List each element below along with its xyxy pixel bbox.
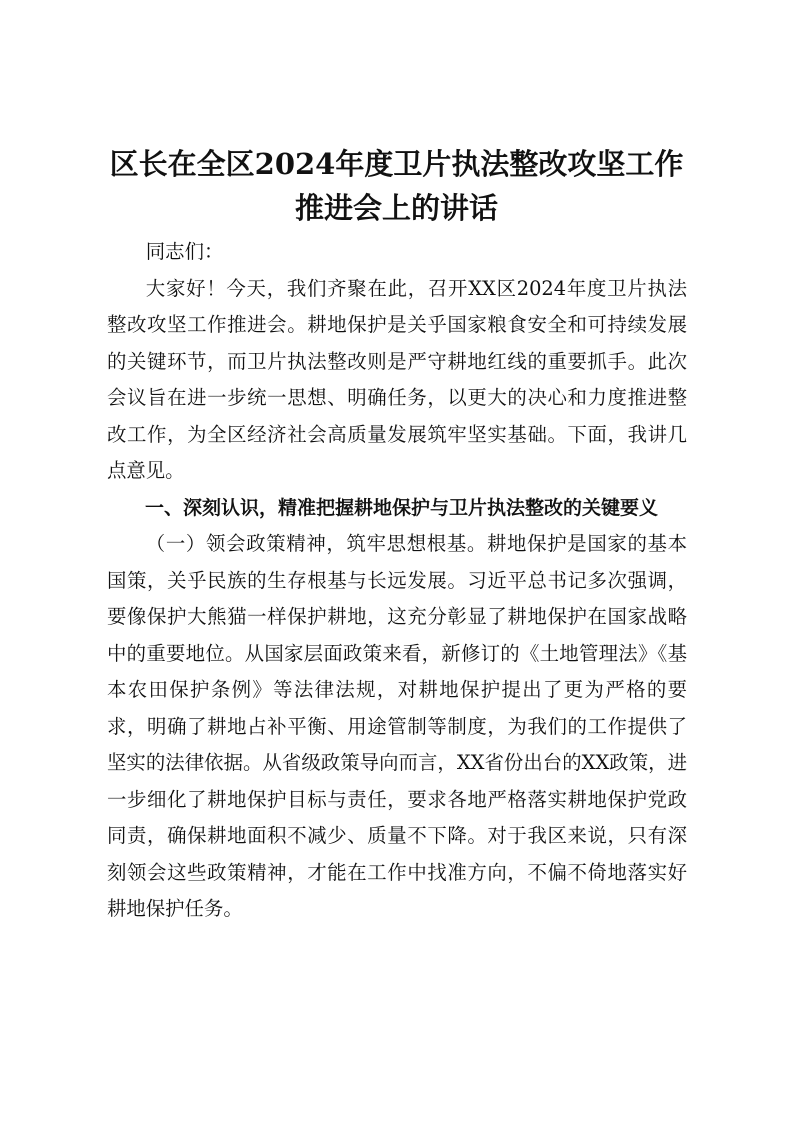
intro-paragraph: 大家好！今天，我们齐聚在此，召开XX区2024年度卫片执法整改攻坚工作推进会。耕地保护是关乎国家粮食安全和可持续发展的关键环节，而卫片执法整改则是严守耕地红线的重要抓手。此次会议旨在进一步统一思想、明确任务，以更大的决心和力度推进整改工作，为全区经济社会高质量发展筑牢坚实基础。下面，我讲几点意见。 bbox=[107, 276, 687, 482]
subsection-1-paragraph bbox=[107, 526, 687, 928]
document-body bbox=[107, 234, 687, 928]
subsection-1-body: 耕地保护是国家的基本国策，关乎民族的生存根基与长远发展。习近平总书记多次强调，要像保护大熊猫一样保护耕地，这充分彰显了耕地保护在国家战略中的重要地位。从国家层面政策来看，新修订的《土地管理法》《基本农田保护条例》等法律法规，对耕地保护提出了更为严格的要求，明确了耕地占补平衡、用途管制等制度，为我们的工作提供了坚实的法律依据。从省级政策导向而言，XX省份出台的XX政策，进一步细化了耕地保护目标与责任，要求各地严格落实耕地保护党政同责，确保耕地面积不减少、质量不下降。对于我区来说，只有深刻领会这些政策精神，才能在工作中找准方向，不偏不倚地落实好耕地保护任务。 bbox=[107, 532, 688, 920]
document-title-line-1: 区长在全区2024年度卫片执法整改攻坚工作 bbox=[109, 147, 684, 181]
document-title-line-2: 推进会上的讲话 bbox=[294, 191, 498, 225]
salutation: 同志们： bbox=[145, 240, 224, 263]
section-1-heading: 一、深刻认识，精准把握耕地保护与卫片执法整改的关键要义 bbox=[145, 496, 659, 519]
subsection-1-lead: （一）领会政策精神，筑牢思想根基。 bbox=[145, 532, 487, 555]
